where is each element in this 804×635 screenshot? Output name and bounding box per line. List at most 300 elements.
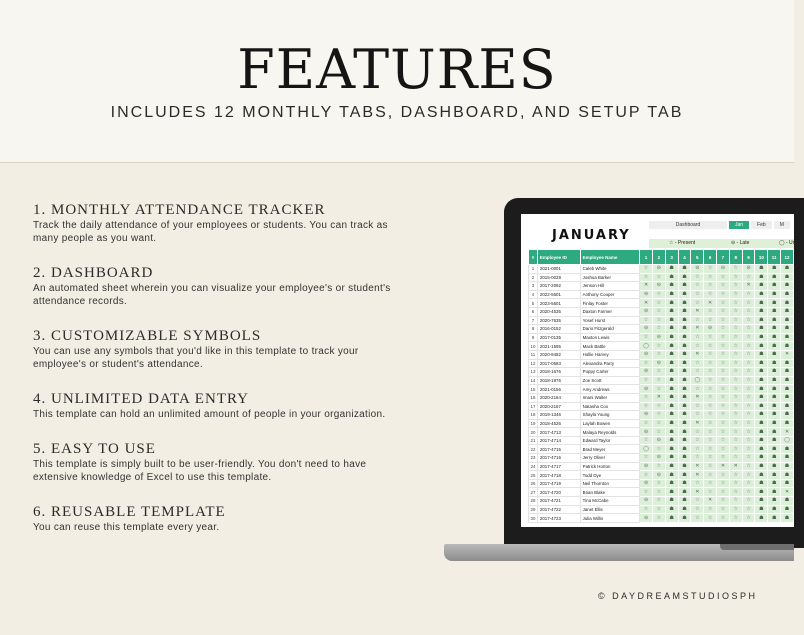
attendance-cell[interactable]: ☗ <box>768 514 781 523</box>
attendance-cell[interactable]: ✕ <box>691 471 704 480</box>
attendance-cell[interactable]: ☆ <box>691 359 704 368</box>
attendance-cell[interactable]: ☗ <box>665 350 678 359</box>
attendance-cell[interactable]: ☆ <box>729 445 742 454</box>
row-number[interactable]: 2 <box>529 273 538 282</box>
attendance-cell[interactable]: ☆ <box>729 385 742 394</box>
employee-id-cell[interactable]: 2017-0583 <box>537 359 580 368</box>
attendance-cell[interactable]: ☗ <box>678 419 691 428</box>
attendance-cell[interactable]: ☆ <box>704 479 717 488</box>
attendance-cell[interactable]: ☗ <box>665 445 678 454</box>
attendance-cell[interactable]: ☗ <box>781 393 794 402</box>
row-number[interactable]: 27 <box>529 488 538 497</box>
attendance-cell[interactable]: ☗ <box>665 436 678 445</box>
attendance-cell[interactable]: ☗ <box>755 359 768 368</box>
attendance-cell[interactable]: ☆ <box>652 514 665 523</box>
tab-feb[interactable]: Feb <box>751 221 772 229</box>
row-number[interactable]: 23 <box>529 454 538 463</box>
attendance-cell[interactable]: ⊝ <box>652 436 665 445</box>
attendance-cell[interactable]: ☗ <box>678 445 691 454</box>
row-number[interactable]: 29 <box>529 505 538 514</box>
attendance-cell[interactable]: ✕ <box>652 393 665 402</box>
employee-id-cell[interactable]: 2017-4717 <box>537 462 580 471</box>
attendance-cell[interactable]: ☆ <box>691 514 704 523</box>
attendance-cell[interactable]: ☗ <box>768 393 781 402</box>
attendance-cell[interactable]: ☆ <box>691 479 704 488</box>
attendance-cell[interactable]: ☆ <box>691 505 704 514</box>
attendance-cell[interactable]: ☗ <box>665 342 678 351</box>
attendance-cell[interactable]: ☆ <box>717 316 730 325</box>
attendance-cell[interactable]: ☗ <box>755 385 768 394</box>
attendance-cell[interactable]: ☗ <box>768 333 781 342</box>
employee-name-cell[interactable]: Laylah Bowen <box>580 419 639 428</box>
employee-id-cell[interactable]: 2020-2167 <box>537 402 580 411</box>
attendance-cell[interactable]: ✕ <box>781 350 794 359</box>
attendance-cell[interactable]: ☗ <box>781 411 794 420</box>
attendance-cell[interactable]: ☗ <box>665 368 678 377</box>
attendance-cell[interactable]: ✕ <box>640 299 653 308</box>
attendance-cell[interactable]: ☗ <box>665 471 678 480</box>
attendance-cell[interactable]: ☗ <box>665 402 678 411</box>
employee-id-cell[interactable]: 2016-0152 <box>537 325 580 334</box>
attendance-cell[interactable]: ✕ <box>640 282 653 291</box>
attendance-cell[interactable]: ☗ <box>678 428 691 437</box>
attendance-cell[interactable]: ⊝ <box>640 428 653 437</box>
attendance-cell[interactable]: ☗ <box>781 385 794 394</box>
attendance-cell[interactable]: ☆ <box>717 514 730 523</box>
employee-name-cell[interactable]: Dario Fitzgerald <box>580 325 639 334</box>
attendance-cell[interactable]: ☆ <box>640 359 653 368</box>
row-number[interactable]: 24 <box>529 462 538 471</box>
attendance-cell[interactable]: ☆ <box>717 393 730 402</box>
attendance-cell[interactable]: ☗ <box>781 402 794 411</box>
attendance-cell[interactable]: ☆ <box>742 514 755 523</box>
attendance-cell[interactable]: ☆ <box>717 282 730 291</box>
attendance-cell[interactable]: ☗ <box>755 436 768 445</box>
attendance-cell[interactable]: ⊝ <box>704 325 717 334</box>
attendance-cell[interactable]: ☗ <box>781 376 794 385</box>
attendance-cell[interactable]: ☗ <box>678 307 691 316</box>
attendance-cell[interactable]: ☆ <box>691 436 704 445</box>
attendance-cell[interactable]: ⊝ <box>640 497 653 506</box>
attendance-cell[interactable]: ☗ <box>665 488 678 497</box>
employee-name-cell[interactable]: Jenson Hill <box>580 282 639 291</box>
employee-id-cell[interactable]: 2015-0028 <box>537 273 580 282</box>
employee-name-cell[interactable]: Brad Meyer <box>580 445 639 454</box>
attendance-cell[interactable]: ☆ <box>704 307 717 316</box>
attendance-cell[interactable]: ☆ <box>729 368 742 377</box>
attendance-cell[interactable]: ☆ <box>704 290 717 299</box>
employee-id-cell[interactable]: 2022-5501 <box>537 290 580 299</box>
attendance-cell[interactable]: ☆ <box>717 436 730 445</box>
attendance-cell[interactable]: ☆ <box>704 411 717 420</box>
row-number[interactable]: 5 <box>529 299 538 308</box>
employee-name-cell[interactable]: Alexandra Parry <box>580 359 639 368</box>
attendance-cell[interactable]: ☗ <box>678 505 691 514</box>
attendance-cell[interactable]: ⊝ <box>652 454 665 463</box>
attendance-cell[interactable]: ☆ <box>640 419 653 428</box>
attendance-cell[interactable]: ☆ <box>717 350 730 359</box>
attendance-cell[interactable]: ☗ <box>678 393 691 402</box>
attendance-cell[interactable]: ✕ <box>691 350 704 359</box>
attendance-cell[interactable]: ☆ <box>742 411 755 420</box>
attendance-cell[interactable]: ☗ <box>665 265 678 274</box>
employee-name-cell[interactable]: Anthony Cooper <box>580 290 639 299</box>
attendance-cell[interactable]: ☆ <box>704 273 717 282</box>
attendance-cell[interactable]: ☗ <box>781 359 794 368</box>
attendance-cell[interactable]: ☆ <box>640 316 653 325</box>
attendance-cell[interactable]: ☆ <box>691 428 704 437</box>
attendance-cell[interactable]: ☗ <box>781 514 794 523</box>
attendance-cell[interactable]: ☆ <box>717 488 730 497</box>
attendance-cell[interactable]: ⊝ <box>742 265 755 274</box>
employee-id-cell[interactable]: 2017-2092 <box>537 282 580 291</box>
employee-name-cell[interactable]: Natasha Cox <box>580 402 639 411</box>
attendance-cell[interactable]: ☆ <box>652 419 665 428</box>
attendance-cell[interactable]: ⊝ <box>640 385 653 394</box>
employee-name-cell[interactable]: Tina McCabe <box>580 497 639 506</box>
attendance-cell[interactable]: ☆ <box>652 350 665 359</box>
attendance-cell[interactable]: ☆ <box>691 282 704 291</box>
attendance-cell[interactable]: ☗ <box>768 359 781 368</box>
attendance-cell[interactable]: ☆ <box>742 419 755 428</box>
attendance-cell[interactable]: ☗ <box>665 514 678 523</box>
attendance-cell[interactable]: ☗ <box>755 428 768 437</box>
attendance-cell[interactable]: ☗ <box>755 376 768 385</box>
attendance-cell[interactable]: ☆ <box>729 290 742 299</box>
attendance-cell[interactable]: ☆ <box>652 488 665 497</box>
row-number[interactable]: 12 <box>529 359 538 368</box>
attendance-cell[interactable]: ✕ <box>691 419 704 428</box>
attendance-cell[interactable]: ☆ <box>704 514 717 523</box>
attendance-cell[interactable]: ☆ <box>704 265 717 274</box>
attendance-cell[interactable]: ☆ <box>652 505 665 514</box>
attendance-cell[interactable]: ☆ <box>652 290 665 299</box>
row-number[interactable]: 14 <box>529 376 538 385</box>
row-number[interactable]: 25 <box>529 471 538 480</box>
attendance-cell[interactable]: ☗ <box>781 333 794 342</box>
attendance-cell[interactable]: ☆ <box>742 376 755 385</box>
row-number[interactable]: 20 <box>529 428 538 437</box>
attendance-cell[interactable]: ☆ <box>704 385 717 394</box>
attendance-cell[interactable]: ☆ <box>704 376 717 385</box>
attendance-cell[interactable]: ✕ <box>691 488 704 497</box>
attendance-cell[interactable]: ☗ <box>781 505 794 514</box>
attendance-cell[interactable]: ✕ <box>742 282 755 291</box>
attendance-cell[interactable]: ☗ <box>665 325 678 334</box>
attendance-cell[interactable]: ☆ <box>652 342 665 351</box>
attendance-cell[interactable]: ☆ <box>640 402 653 411</box>
attendance-cell[interactable]: ☗ <box>678 402 691 411</box>
attendance-cell[interactable]: ☗ <box>665 376 678 385</box>
employee-name-cell[interactable]: Julia Willis <box>580 514 639 523</box>
row-number[interactable]: 7 <box>529 316 538 325</box>
attendance-cell[interactable]: ☗ <box>781 454 794 463</box>
attendance-cell[interactable]: ☆ <box>691 497 704 506</box>
attendance-cell[interactable]: ✕ <box>704 497 717 506</box>
attendance-cell[interactable]: ⊝ <box>717 265 730 274</box>
attendance-cell[interactable]: ☗ <box>768 497 781 506</box>
attendance-cell[interactable]: ☗ <box>678 290 691 299</box>
employee-id-cell[interactable]: 2018-1676 <box>537 368 580 377</box>
attendance-cell[interactable]: ☗ <box>665 411 678 420</box>
employee-id-cell[interactable]: 2023-5601 <box>537 299 580 308</box>
attendance-cell[interactable]: ◯ <box>691 376 704 385</box>
attendance-cell[interactable]: ☆ <box>729 479 742 488</box>
attendance-cell[interactable]: ⊝ <box>652 359 665 368</box>
attendance-cell[interactable]: ☆ <box>704 445 717 454</box>
attendance-cell[interactable]: ☗ <box>678 342 691 351</box>
tab-jan[interactable]: Jan <box>729 221 749 229</box>
tab-mar[interactable]: M <box>774 221 790 229</box>
attendance-cell[interactable]: ☆ <box>717 411 730 420</box>
attendance-cell[interactable]: ☆ <box>729 342 742 351</box>
attendance-cell[interactable]: ☆ <box>652 316 665 325</box>
attendance-cell[interactable]: ☗ <box>755 471 768 480</box>
attendance-cell[interactable]: ☗ <box>768 265 781 274</box>
attendance-cell[interactable]: ☗ <box>768 376 781 385</box>
attendance-cell[interactable]: ☗ <box>755 419 768 428</box>
employee-id-cell[interactable]: 2017-4722 <box>537 505 580 514</box>
attendance-cell[interactable]: ☆ <box>652 497 665 506</box>
tab-dashboard[interactable]: Dashboard <box>649 221 727 229</box>
attendance-cell[interactable]: ☆ <box>704 462 717 471</box>
attendance-cell[interactable]: ☗ <box>781 368 794 377</box>
attendance-cell[interactable]: ⊝ <box>652 282 665 291</box>
attendance-cell[interactable]: ☆ <box>729 307 742 316</box>
attendance-cell[interactable]: ☆ <box>729 359 742 368</box>
attendance-cell[interactable]: ◯ <box>781 436 794 445</box>
attendance-cell[interactable]: ☆ <box>742 368 755 377</box>
employee-name-cell[interactable]: Neil Thornton <box>580 479 639 488</box>
employee-name-cell[interactable]: Maxton Lewis <box>580 333 639 342</box>
attendance-cell[interactable]: ☗ <box>678 325 691 334</box>
attendance-cell[interactable]: ☆ <box>742 359 755 368</box>
attendance-cell[interactable]: ☗ <box>768 505 781 514</box>
attendance-cell[interactable]: ☆ <box>729 471 742 480</box>
attendance-cell[interactable]: ☆ <box>652 428 665 437</box>
employee-name-cell[interactable]: Shayla Young <box>580 411 639 420</box>
attendance-cell[interactable]: ☗ <box>678 411 691 420</box>
attendance-cell[interactable]: ☗ <box>781 265 794 274</box>
attendance-cell[interactable]: ☗ <box>781 497 794 506</box>
attendance-cell[interactable]: ☗ <box>768 471 781 480</box>
row-number[interactable]: 19 <box>529 419 538 428</box>
attendance-cell[interactable]: ☆ <box>742 497 755 506</box>
attendance-cell[interactable]: ☆ <box>717 368 730 377</box>
attendance-cell[interactable]: ☗ <box>768 479 781 488</box>
attendance-cell[interactable]: ☆ <box>729 454 742 463</box>
attendance-cell[interactable]: ☗ <box>768 325 781 334</box>
attendance-cell[interactable]: ☆ <box>640 505 653 514</box>
attendance-cell[interactable]: ⊝ <box>640 462 653 471</box>
attendance-cell[interactable]: ☆ <box>652 402 665 411</box>
attendance-cell[interactable]: ☆ <box>742 307 755 316</box>
attendance-cell[interactable]: ☗ <box>665 333 678 342</box>
attendance-cell[interactable]: ☗ <box>755 454 768 463</box>
attendance-cell[interactable]: ☗ <box>665 385 678 394</box>
employee-name-cell[interactable]: Mack Battle <box>580 342 639 351</box>
attendance-cell[interactable]: ☆ <box>717 454 730 463</box>
attendance-cell[interactable]: ☗ <box>678 514 691 523</box>
attendance-cell[interactable]: ✕ <box>781 488 794 497</box>
attendance-cell[interactable]: ⊝ <box>652 265 665 274</box>
attendance-cell[interactable]: ☗ <box>755 393 768 402</box>
attendance-cell[interactable]: ☗ <box>768 445 781 454</box>
attendance-cell[interactable]: ☆ <box>717 471 730 480</box>
attendance-cell[interactable]: ☆ <box>742 350 755 359</box>
attendance-cell[interactable]: ☆ <box>652 368 665 377</box>
attendance-cell[interactable]: ☗ <box>678 497 691 506</box>
attendance-cell[interactable]: ☆ <box>717 299 730 308</box>
attendance-cell[interactable]: ☆ <box>729 402 742 411</box>
attendance-cell[interactable]: ☆ <box>704 436 717 445</box>
attendance-cell[interactable]: ☆ <box>704 368 717 377</box>
attendance-cell[interactable]: ☆ <box>691 385 704 394</box>
row-number[interactable]: 28 <box>529 497 538 506</box>
attendance-cell[interactable]: ☗ <box>768 402 781 411</box>
attendance-cell[interactable]: ☆ <box>691 333 704 342</box>
attendance-cell[interactable]: ✕ <box>729 462 742 471</box>
row-number[interactable]: 18 <box>529 411 538 420</box>
row-number[interactable]: 21 <box>529 436 538 445</box>
attendance-cell[interactable]: ☆ <box>717 497 730 506</box>
attendance-cell[interactable]: ☗ <box>768 299 781 308</box>
attendance-cell[interactable]: ☆ <box>652 299 665 308</box>
attendance-cell[interactable]: ☆ <box>729 265 742 274</box>
attendance-cell[interactable]: ☆ <box>742 325 755 334</box>
attendance-cell[interactable]: ☆ <box>704 488 717 497</box>
attendance-cell[interactable]: ☆ <box>742 299 755 308</box>
employee-name-cell[interactable]: Joshua Barker <box>580 273 639 282</box>
attendance-cell[interactable]: ☗ <box>768 436 781 445</box>
attendance-cell[interactable]: ☗ <box>755 445 768 454</box>
attendance-cell[interactable]: ☆ <box>742 505 755 514</box>
attendance-cell[interactable]: ☆ <box>729 350 742 359</box>
attendance-cell[interactable]: ☆ <box>742 290 755 299</box>
attendance-cell[interactable]: ☗ <box>755 265 768 274</box>
employee-id-cell[interactable]: 2017-0135 <box>537 333 580 342</box>
attendance-cell[interactable]: ☆ <box>717 385 730 394</box>
attendance-cell[interactable]: ☆ <box>742 273 755 282</box>
attendance-cell[interactable]: ☗ <box>768 411 781 420</box>
attendance-cell[interactable]: ☆ <box>742 402 755 411</box>
row-number[interactable]: 3 <box>529 282 538 291</box>
attendance-cell[interactable]: ☆ <box>717 428 730 437</box>
attendance-cell[interactable]: ☆ <box>704 350 717 359</box>
attendance-cell[interactable]: ☗ <box>781 445 794 454</box>
attendance-cell[interactable]: ☆ <box>742 471 755 480</box>
attendance-cell[interactable]: ⊝ <box>640 290 653 299</box>
attendance-cell[interactable]: ☗ <box>768 350 781 359</box>
attendance-cell[interactable]: ☗ <box>678 385 691 394</box>
attendance-cell[interactable]: ✕ <box>704 299 717 308</box>
attendance-cell[interactable]: ☗ <box>755 333 768 342</box>
attendance-cell[interactable]: ⊝ <box>640 325 653 334</box>
employee-id-cell[interactable]: 2018-4526 <box>537 419 580 428</box>
attendance-cell[interactable]: ☗ <box>768 342 781 351</box>
attendance-cell[interactable]: ☆ <box>691 273 704 282</box>
attendance-cell[interactable]: ☗ <box>678 265 691 274</box>
employee-name-cell[interactable]: Amy Andrews <box>580 385 639 394</box>
attendance-cell[interactable]: ☆ <box>742 428 755 437</box>
attendance-cell[interactable]: ☗ <box>665 299 678 308</box>
attendance-cell[interactable]: ☗ <box>781 307 794 316</box>
attendance-cell[interactable]: ☗ <box>755 273 768 282</box>
employee-name-cell[interactable]: Janet Ellis <box>580 505 639 514</box>
row-number[interactable]: 8 <box>529 325 538 334</box>
attendance-cell[interactable]: ☆ <box>742 393 755 402</box>
row-number[interactable]: 15 <box>529 385 538 394</box>
attendance-cell[interactable]: ☗ <box>678 376 691 385</box>
attendance-cell[interactable]: ☆ <box>652 307 665 316</box>
attendance-cell[interactable]: ☗ <box>768 290 781 299</box>
employee-id-cell[interactable]: 2018-1976 <box>537 376 580 385</box>
employee-id-cell[interactable]: 2020-4535 <box>537 307 580 316</box>
employee-id-cell[interactable]: 2017-4721 <box>537 497 580 506</box>
attendance-cell[interactable]: ☗ <box>678 282 691 291</box>
attendance-cell[interactable]: ⊝ <box>640 479 653 488</box>
attendance-cell[interactable]: ☗ <box>781 290 794 299</box>
attendance-cell[interactable]: ☗ <box>665 393 678 402</box>
attendance-cell[interactable]: ☗ <box>665 307 678 316</box>
attendance-cell[interactable]: ☗ <box>755 350 768 359</box>
attendance-cell[interactable]: ☆ <box>704 393 717 402</box>
attendance-cell[interactable]: ☆ <box>717 376 730 385</box>
attendance-cell[interactable]: ☗ <box>781 471 794 480</box>
attendance-cell[interactable]: ☗ <box>665 479 678 488</box>
attendance-cell[interactable]: ☗ <box>768 419 781 428</box>
attendance-cell[interactable]: ☆ <box>691 368 704 377</box>
attendance-cell[interactable]: ☆ <box>704 454 717 463</box>
attendance-cell[interactable]: ☆ <box>691 445 704 454</box>
attendance-cell[interactable]: ☆ <box>729 428 742 437</box>
attendance-cell[interactable]: ☆ <box>717 273 730 282</box>
employee-id-cell[interactable]: 2017-4713 <box>537 428 580 437</box>
employee-name-cell[interactable]: Finlay Foster <box>580 299 639 308</box>
attendance-cell[interactable]: ☆ <box>717 479 730 488</box>
attendance-cell[interactable]: ☆ <box>691 316 704 325</box>
employee-id-cell[interactable]: 2021-0156 <box>537 385 580 394</box>
attendance-cell[interactable]: ☗ <box>755 505 768 514</box>
attendance-cell[interactable]: ☆ <box>691 402 704 411</box>
employee-name-cell[interactable]: Todd Dye <box>580 471 639 480</box>
attendance-cell[interactable]: ☆ <box>717 359 730 368</box>
employee-id-cell[interactable]: 2017-4719 <box>537 479 580 488</box>
attendance-cell[interactable]: ☗ <box>678 471 691 480</box>
attendance-cell[interactable]: ☗ <box>755 411 768 420</box>
row-number[interactable]: 9 <box>529 333 538 342</box>
attendance-cell[interactable]: ☗ <box>768 316 781 325</box>
attendance-cell[interactable]: ☆ <box>742 445 755 454</box>
employee-id-cell[interactable]: 2017-4723 <box>537 514 580 523</box>
attendance-cell[interactable]: ⊝ <box>640 307 653 316</box>
attendance-cell[interactable]: ☆ <box>742 342 755 351</box>
attendance-cell[interactable]: ☗ <box>768 488 781 497</box>
attendance-cell[interactable]: ☗ <box>781 316 794 325</box>
attendance-cell[interactable]: ☆ <box>640 454 653 463</box>
attendance-cell[interactable]: ☗ <box>755 488 768 497</box>
attendance-cell[interactable]: ☗ <box>768 385 781 394</box>
employee-name-cell[interactable]: Patrick Horton <box>580 462 639 471</box>
attendance-cell[interactable]: ☗ <box>678 454 691 463</box>
attendance-cell[interactable]: ☗ <box>755 325 768 334</box>
attendance-cell[interactable]: ☗ <box>665 282 678 291</box>
attendance-cell[interactable]: ✕ <box>717 462 730 471</box>
employee-id-cell[interactable]: 2021-0001 <box>537 265 580 274</box>
attendance-cell[interactable]: ☆ <box>717 307 730 316</box>
attendance-cell[interactable]: ☗ <box>768 273 781 282</box>
attendance-cell[interactable]: ✕ <box>691 462 704 471</box>
